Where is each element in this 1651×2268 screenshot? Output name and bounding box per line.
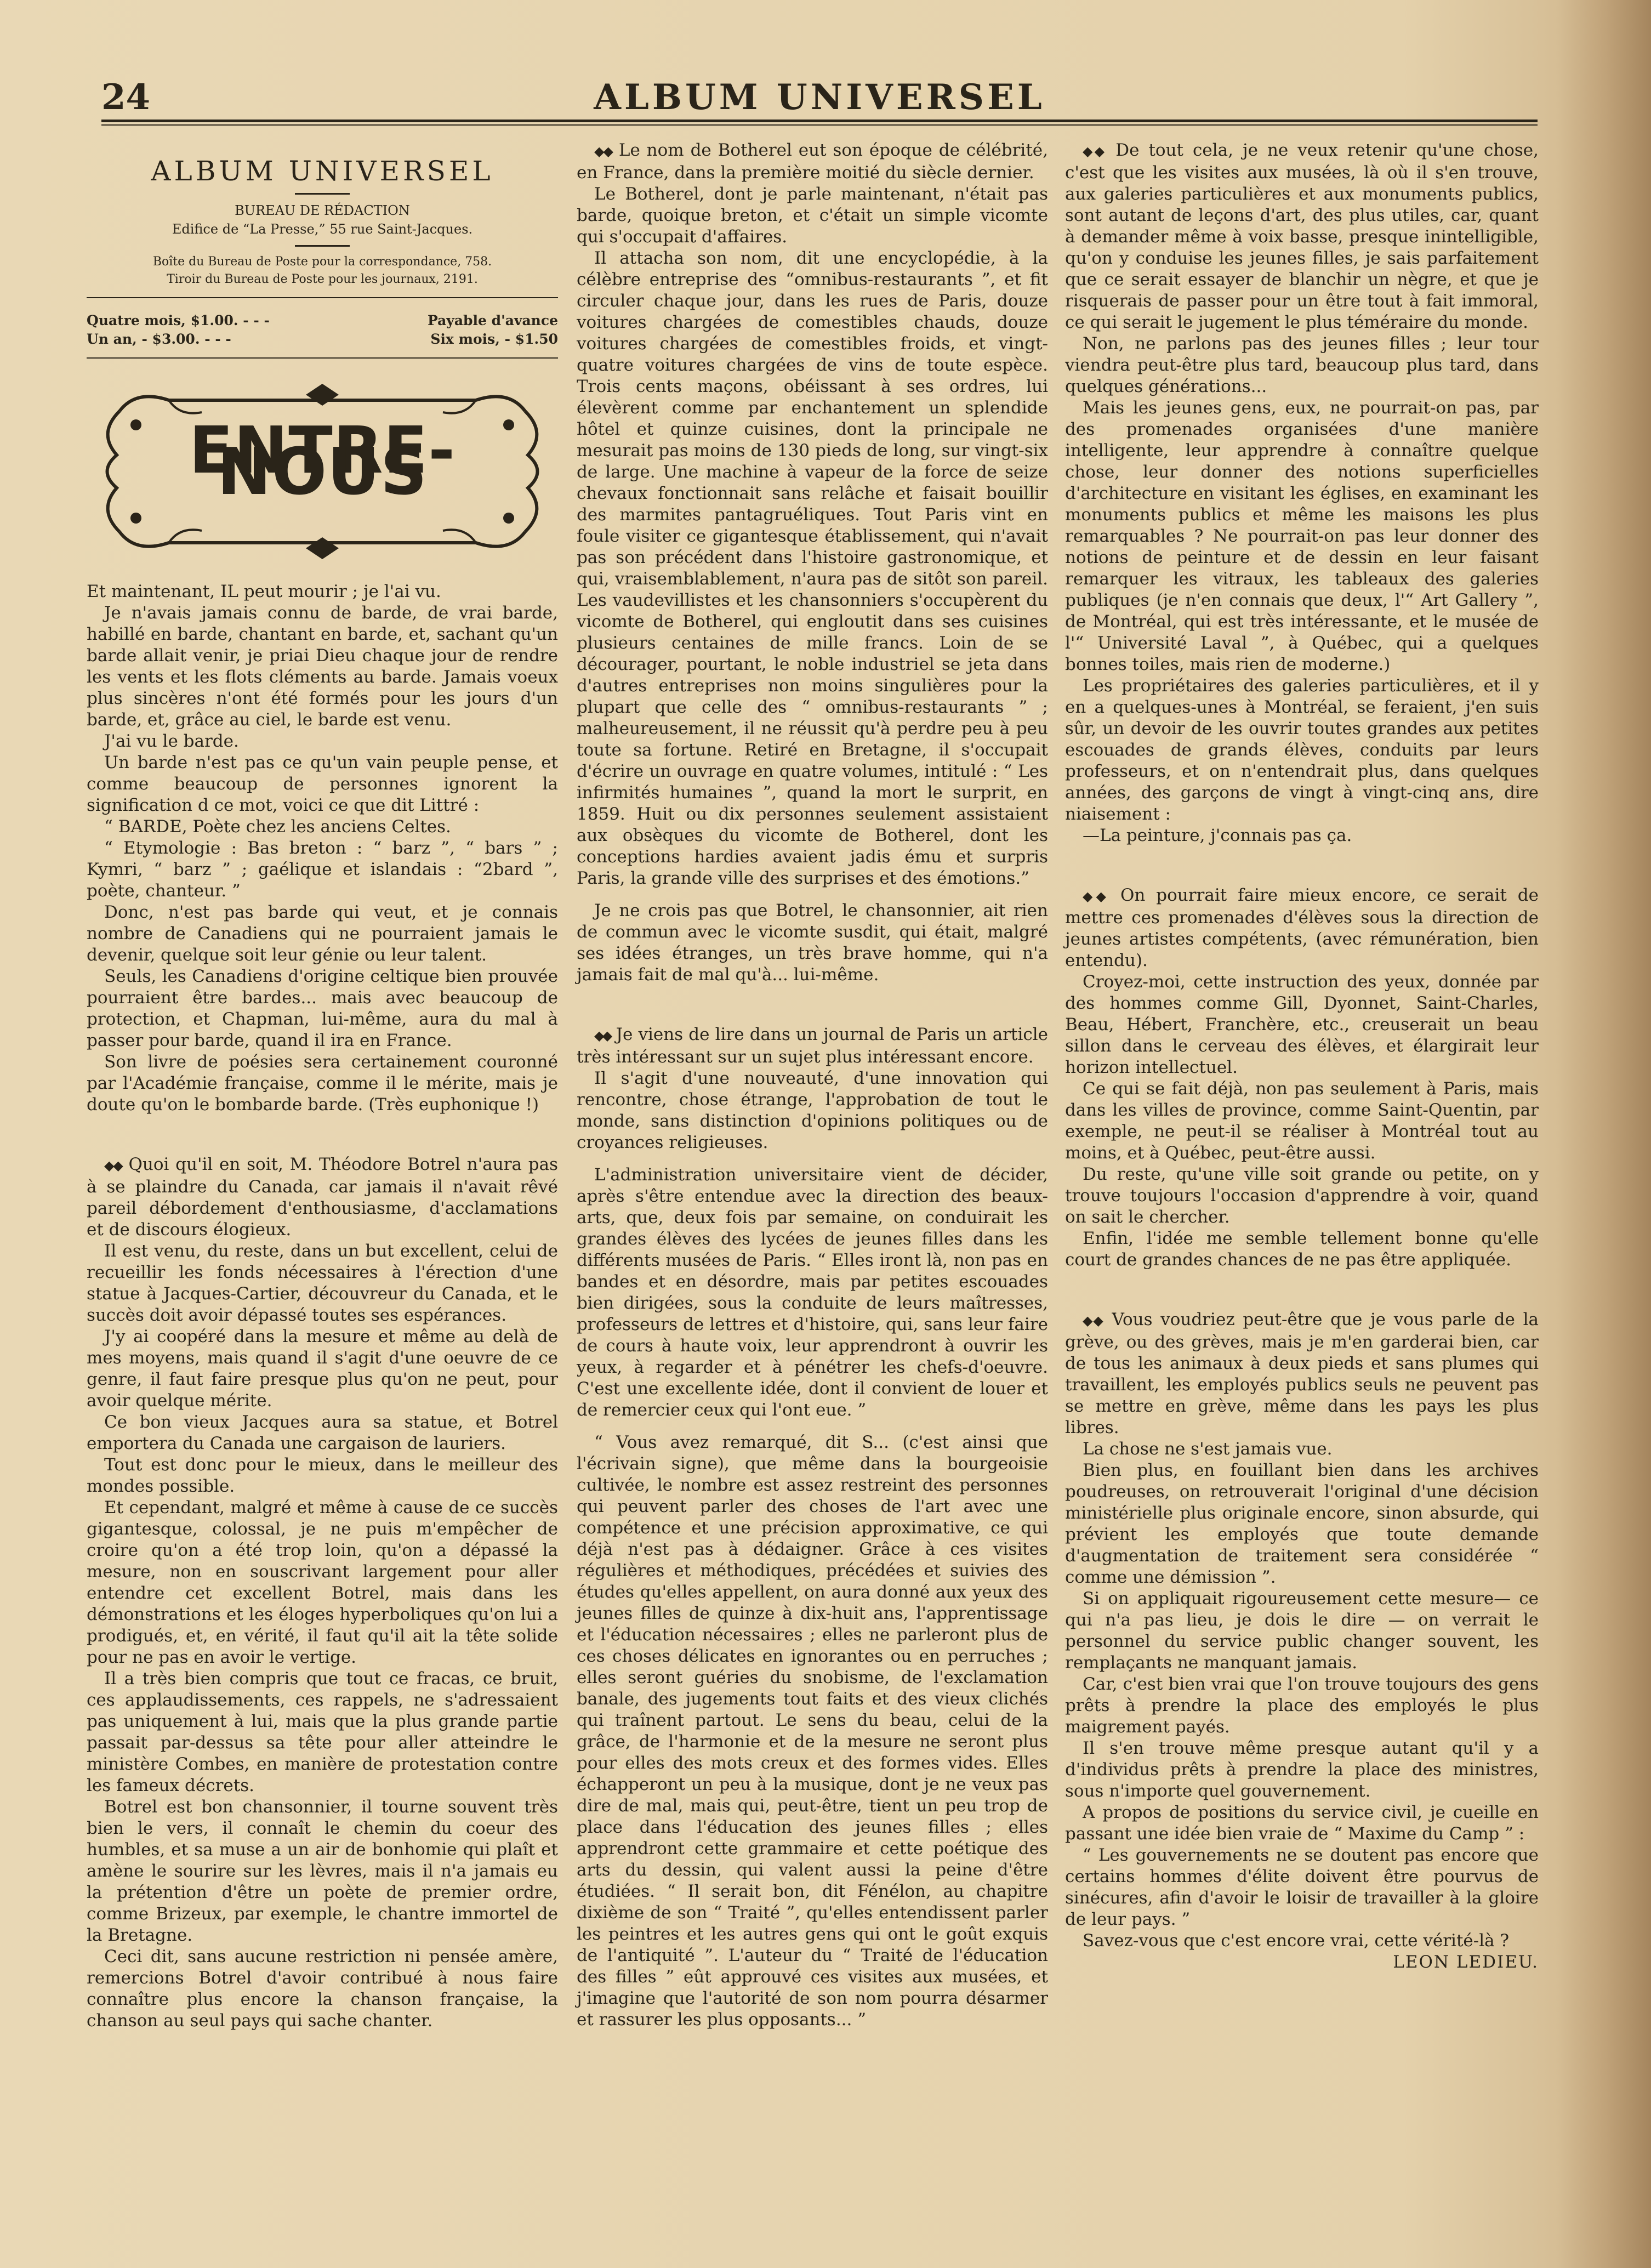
- col3-paragraph-13: Bien plus, en fouillant bien dans les archives poudreuses, on retrouverait l'original d'une décision ministérielle plus originale encore, sinon absurde, qui prévient les employés que toute demande d'augmentation de traitement sera considérée “ comme une démission ”.: [1065, 1460, 1539, 1587]
- ornament: ◆◆: [1083, 144, 1107, 159]
- col1-paragraph-17: Botrel est bon chansonnier, il tourne souvent très bien le vers, il connaît le chemin du coeur des humbles, et sa muse a un air de bonhomie qui plaît et amène le sourire sur les lèvres, mais il n'a jamais eu la prétention d'être un poète de premier ordre, comme Brizeux, par exemple, le chantre immortel de la Bretagne.: [87, 1797, 558, 1945]
- col1-paragraph-12: J'y ai coopéré dans la mesure et même au delà de mes moyens, mais quand il s'agit d'une oeuvre de ce genre, il faut faire presque plus qu'on ne peut, pour avoir quelque mérite.: [87, 1327, 558, 1411]
- col3-paragraph-12: La chose ne s'est jamais vue.: [1083, 1439, 1333, 1459]
- box-correspondence: Boîte du Bureau de Poste pour la correspondance, 758.: [152, 255, 492, 269]
- col2-paragraph-5-text: Je viens de lire dans un journal de Paris un article très intéressant sur un sujet plus intéressant encore.: [577, 1025, 1048, 1067]
- column-3: [1065, 140, 1539, 1973]
- col2-paragraph-8: “ Vous avez remarqué, dit S... (c'est ainsi que l'écrivain signe), que même dans la bourgeoisie cultivée, le nombre est assez restreint des personnes qui peuvent parler des choses de l'art avec une compétence et une précision approximative, ce qui déjà n'est pas à dédaigner. Grâce à ces visites régulières et méthodiques, précédées et suivies des études qu'elles appellent, on aura donné aux yeux des jeunes filles de quinze à dix-huit ans, l'apprentissage et l'éducation nécessaires ; elles ne parleront plus de ces choses délicates en ignorantes ou en perruches ; elles seront guéries du snobisme, de l'exclamation banale, des jugements tout faits et des vieux clichés qui traînent partout. Le sens du beau, celui de la grâce, de l'harmonie et de la mesure ne seront plus pour elles des mots creux et des formes vides. Elles échapperont un peu à la musique, dont je ne veux pas dire de mal, mais qui, peut-être, tient un peu trop de place dans l'éducation des jeunes filles ; elles apprendront cette grammaire et cette poétique des arts du dessin, qui valent aussi la peine d'être étudiées. “ Il serait bon, dit Fénélon, au chapitre dixième de son “ Traité ”, qu'elles entendissent parler les peintres et les autres gens qui ont le goût exquis de l'antiquité ”. L'auteur du “ Traité de l'éducation des filles ” eût approuvé ces visites aux musées, et j'imagine que l'autorité de son nom pourra désarmer et rassurer les plus opposants... ”: [577, 1433, 1048, 2030]
- running-head: [101, 77, 1538, 126]
- col3-paragraph-10: Enfin, l'idée me semble tellement bonne qu'elle court de grandes chances de ne pas être appliquée.: [1065, 1229, 1539, 1270]
- col3-paragraph-7: Croyez-moi, cette instruction des yeux, donnée par des hommes comme Gill, Dyonnet, Saint-Charles, Beau, Hébert, Franchère, etc., creuserait un beau sillon dans le cerveau des élèves, et élargirait leur horizon intellectuel.: [1065, 972, 1539, 1077]
- col1-paragraph-18: Ceci dit, sans aucune restriction ni pensée amère, remercions Botrel d'avoir contribué à nous faire connaître plus encore la chanson française, la chanson au seul pays qui sache chanter.: [87, 1947, 558, 2031]
- col1-paragraph-10: [87, 1154, 558, 1241]
- col1-paragraph-11: Il est venu, du reste, dans un but excellent, celui de recueillir les fonds nécessaires à l'érection d'une statue à Jacques-Cartier, découvreur du Canada, et le succès doit avoir dépassé toutes ses espérances.: [87, 1241, 558, 1325]
- col2-paragraph-1: [577, 140, 1048, 184]
- logo-text: ENTRE-NOUS: [189, 412, 456, 509]
- col3-paragraph-5: —La peinture, j'connais pas ça.: [1083, 826, 1352, 845]
- masthead-rule: [295, 193, 350, 195]
- ornament: ◆◆: [1083, 1313, 1104, 1328]
- author-signature: LEON LEDIEU.: [1393, 1952, 1539, 1972]
- col1-paragraph-3: J'ai vu le barde.: [104, 731, 239, 751]
- col3-paragraph-19: Savez-vous que c'est encore vrai, cette vérité-là ?: [1083, 1931, 1510, 1951]
- col1-paragraph-9: Son livre de poésies sera certainement couronné par l'Académie française, comme il le mérite, mais je doute qu'on le bombarde barde. (Très euphonique !): [87, 1052, 558, 1115]
- col1-paragraph-6: “ Etymologie : Bas breton : “ barz ”, “ bars ” ; Kymri, “ barz ” ; gaélique et islandais : “2bard ”, poète, chanteur. ”: [87, 838, 558, 901]
- header-rule: [101, 120, 1538, 126]
- col1-paragraph-14: Tout est donc pour le mieux, dans le meilleur des mondes possible.: [87, 1455, 558, 1496]
- ornament: ◆◆: [594, 1028, 611, 1043]
- subs-rule: [87, 357, 558, 359]
- col1-paragraph-13: Ce bon vieux Jacques aura sa statue, et Botrel emportera du Canada une cargaison de lauriers.: [87, 1412, 558, 1453]
- col3-paragraph-6-text: On pourrait faire mieux encore, ce serait de mettre ces promenades d'élèves sous la direction de jeunes artistes compétents, (avec rémunération, bien entendu).: [1065, 885, 1539, 970]
- col3-paragraph-1: [1065, 140, 1539, 333]
- col2-paragraph-4: Je ne crois pas que Botrel, le chansonnier, ait rien de commun avec le vicomte susdit, qui était, malgré ses idées étranges, un très brave homme, qui n'a jamais fait de mal qu'à... lui-même.: [577, 901, 1048, 985]
- subscription-rates: [87, 311, 558, 349]
- col3-paragraph-1-text: De tout cela, je ne veux retenir qu'une chose, c'est que les visites aux musées, là où il s'en trouve, aux galeries particulières et aux monuments publics, sont autant de leçons d'art, des plus utiles, car, quant à demander même à voix basse, presque inintelligible, qu'on y conduise les jeunes filles, je sais parfaitement que ce serait essayer de blanchir un nègre, et que je risquerais de passer pour un être tout à fait immoral, ce qui serait le jugement le plus téméraire du monde.: [1065, 140, 1539, 332]
- subs-six-months: Six mois, - $1.50: [430, 331, 558, 347]
- col2-paragraph-6: Il s'agit d'une nouveauté, d'une innovation qui rencontre, chose étrange, l'approbation de tout le monde, sans distinction d'opinions politiques ou de croyances religieuses.: [577, 1068, 1048, 1152]
- col3-paragraph-3: Mais les jeunes gens, eux, ne pourrait-on pas, par des promenades organisées d'une manière intelligente, leur apprendre à connaître quelque chose, leur donner des notions superficielles d'architecture en visitant les églises, en examinant les monuments publics et même les maisons les plus remarquables ? Ne pourrait-on pas leur donner des notions de peinture et de dessin en leur faisant remarquer les vitraux, les tableaux des galeries publiques (je n'en connais que deux, l'“ Art Gallery ”, de Montréal, qui est très intéressante, et le musée de l'“ Université Laval ”, à Québec, qui a quelques bonnes toiles, mais rien de moderne.): [1065, 398, 1539, 674]
- col1-paragraph-1: Et maintenant, IL peut mourir ; je l'ai vu.: [87, 582, 441, 601]
- col1-paragraph-5: “ BARDE, Poète chez les anciens Celtes.: [104, 817, 451, 837]
- column-2: [577, 140, 1048, 2031]
- col3-paragraph-17: A propos de positions du service civil, je cueille en passant une idée bien vraie de “ Maxime du Camp ” :: [1065, 1803, 1539, 1844]
- col1-paragraph-10-text: Quoi qu'il en soit, M. Théodore Botrel n'aura pas à se plaindre du Canada, car jamais il n'avait rêvé pareil débordement d'enthousiasme, d'acclamations et de discours élogieux.: [87, 1155, 558, 1240]
- entre-nous-logo: [87, 378, 558, 565]
- col1-paragraph-2: Je n'avais jamais connu de barde, de vrai barde, habillé en barde, chantant en barde, et, sachant qu'un barde allait venir, je priai Dieu chaque jour de rendre les vents et les flots cléments au barde. Jamais voeux plus sincères n'ont été formés pour les jours d'un barde, et, grâce au ciel, le barde est venu.: [87, 603, 558, 730]
- column-1: [87, 140, 558, 2032]
- office-label: BUREAU DE RÉDACTION: [235, 203, 410, 218]
- ornament: ◆◆: [1083, 889, 1110, 904]
- col2-paragraph-1-text: Le nom de Botherel eut son époque de célébrité, en France, dans la première moitié du siècle dernier.: [577, 140, 1049, 183]
- col2-paragraph-5: [577, 1024, 1048, 1068]
- box-newspapers: Tiroir du Bureau de Poste pour les journaux, 2191.: [167, 272, 478, 286]
- col3-paragraph-11: [1065, 1309, 1539, 1439]
- masthead-long-rule: [87, 297, 558, 298]
- subs-four-months: Quatre mois, $1.00. - - -: [87, 312, 270, 328]
- page-number: 24: [101, 77, 151, 118]
- subs-payable: Payable d'avance: [427, 312, 558, 328]
- col3-paragraph-6: [1065, 885, 1539, 971]
- col3-paragraph-11-text: Vous voudriez peut-être que je vous parle de la grève, ou des grèves, mais je m'en garderai bien, car de tous les animaux à deux pieds et sans plumes qui travaillent, les employés publics seuls ne peuvent pas se mettre en grève, même dans les pays les plus libres.: [1065, 1310, 1539, 1437]
- subs-one-year: Un an, - $3.00. - - -: [87, 331, 231, 347]
- col3-paragraph-9: Du reste, qu'une ville soit grande ou petite, on y trouve toujours l'occasion d'apprendre à voir, quand on sait le chercher.: [1065, 1164, 1539, 1227]
- masthead-title: ALBUM UNIVERSEL: [151, 155, 494, 187]
- col2-paragraph-3: Il attacha son nom, dit une encyclopédie, à la célèbre entreprise des “omnibus-restaurants ”, et fit circuler chaque jour, dans les rues de Paris, douze voitures chargées de comestibles chauds, douze voitures chargées de comestibles froids, et vingt-quatre voitures chargées de vins de toute espèce. Trois cents maçons, obéissant à ses ordres, lui élevèrent comme par enchantement un splendide hôtel et quinze cuisines, dont la principale ne mesurait pas moins de 130 pieds de long, sur vingt-six de large. Une machine à vapeur de la force de seize chevaux fonctionnait sans relâche et faisait bouillir des marmites pantagruéliques. Tout Paris vint en foule visiter ce gigantesque établissement, qui n'avait pas son précédent dans l'histoire gastronomique, et qui, vraisemblablement, n'aura pas de sitôt son pareil. Les vaudevillistes et les chansonniers s'occupèrent du vicomte de Botherel, qui engloutit dans ses cuisines plusieurs centaines de mille francs. Loin de se décourager, pourtant, le noble industriel se jeta dans d'autres entreprises non moins singulières pour la plupart que celle des “ omnibus-restaurants ” ; malheureusement, il ne réussit qu'à perdre peu à peu toute sa fortune. Retiré en Bretagne, il s'occupait d'écrire un ouvrage en quatre volumes, intitulé : “ Les infirmités humaines ”, quand la mort le surprit, en 1859. Huit ou dix personnes seulement assistaient aux obsèques du vicomte de Botherel, dont les conceptions hardies avaient jadis ému et surpris Paris, la grande ville des surprises et des émotions.”: [577, 248, 1048, 888]
- running-title: ALBUM UNIVERSEL: [594, 77, 1045, 118]
- col3-paragraph-14: Si on appliquait rigoureusement cette mesure— ce qui n'a pas lieu, je dois le dire — on verrait le personnel du service public changer souvent, les remplaçants ne manquant jamais.: [1065, 1589, 1539, 1673]
- col1-paragraph-4: Un barde n'est pas ce qu'un vain peuple pense, et comme beaucoup de personnes ignorent la signification d ce mot, voici ce que dit Littré :: [87, 753, 558, 815]
- ornament: ◆◆: [594, 144, 612, 159]
- col3-paragraph-15: Car, c'est bien vrai que l'on trouve toujours des gens prêts à prendre la place des employés le plus maigrement payés.: [1065, 1674, 1539, 1737]
- col1-paragraph-16: Il a très bien compris que tout ce fracas, ce bruit, ces applaudissements, ces rappels, ne s'adressaient pas uniquement à lui, mais que la plus grande partie passait par-dessus sa tête pour aller atteindre le ministère Combes, en manière de protestation contre les fameux décrets.: [87, 1669, 558, 1795]
- page-fold-shadow: [1558, 0, 1651, 2268]
- col3-paragraph-18: “ Les gouvernements ne se doutent pas encore que certains hommes d'élite doivent être pourvus de sinécures, afin d'avoir le loisir de travailler à la gloire de leur pays. ”: [1065, 1845, 1539, 1929]
- col3-paragraph-16: Il s'en trouve même presque autant qu'il y a d'individus prêts à prendre la place des ministres, sous n'importe quel gouvernement.: [1065, 1738, 1539, 1801]
- office-address: Edifice de “La Presse,” 55 rue Saint-Jacques.: [172, 221, 473, 237]
- col3-paragraph-8: Ce qui se fait déjà, non pas seulement à Paris, mais dans les villes de province, comme Saint-Quentin, par exemple, ne peut-il se réaliser à Montréal tout au moins, et à Québec, peut-être aussi.: [1065, 1079, 1539, 1163]
- col3-paragraph-4: Les propriétaires des galeries particulières, et il y en a quelques-unes à Montréal, se feraient, j'en suis sûr, un devoir de les ouvrir toutes grandes aux petites escouades de grands élèves, conduits par leurs professeurs, et on n'entendrait plus, dans quelques années, des garçons de vingt à vingt-cinq ans, dire niaisement :: [1065, 676, 1539, 824]
- col1-paragraph-8: Seuls, les Canadiens d'origine celtique bien prouvée pourraient être bardes... mais avec beaucoup de protection, et Chapman, lui-même, aura du mal à passer pour barde, quand il ira en France.: [87, 967, 558, 1050]
- col3-paragraph-2: Non, ne parlons pas des jeunes filles ; leur tour viendra peut-être plus tard, beaucoup plus tard, dans quelques générations...: [1065, 334, 1539, 396]
- col1-paragraph-15: Et cependant, malgré et même à cause de ce succès gigantesque, colossal, je ne puis m'empêcher de croire qu'on a été trop loin, qu'on a dépassé la mesure, non en souscrivant largement pour aller entendre cet excellent Botrel, mais dans les démonstrations et les éloges hyperboliques qu'on lui a prodigués, et, en vérité, il faut qu'il ait la tête solide pour ne pas en avoir le vertige.: [87, 1498, 558, 1667]
- col2-paragraph-2: Le Botherel, dont je parle maintenant, n'était pas barde, quoique breton, et c'était un simple vicomte qui s'occupait d'affaires.: [577, 184, 1048, 247]
- col2-paragraph-7: L'administration universitaire vient de décider, après s'être entendue avec la direction des beaux-arts, que, deux fois par semaine, on conduirait les grandes élèves des lycées de jeunes filles dans les différents musées de Paris. “ Elles iront là, non pas en bandes et en désordre, mais par petites escouades bien dirigées, sous la conduite de leurs maîtresses, professeurs de lettres et d'histoire, qui, sans leur faire de cours à haute voix, leur apprendront à ouvrir les yeux, à regarder et à pénétrer les chefs-d'oeuvre. C'est une excellente idée, dont il convient de louer et de remercier ceux qui l'ont eue. ”: [577, 1165, 1048, 1420]
- ornament: ◆◆: [104, 1158, 122, 1173]
- masthead-rule-2: [295, 245, 350, 247]
- col1-paragraph-7: Donc, n'est pas barde qui veut, et je connais nombre de Canadiens qui ne pourraient jamais le devenir, quelque soit leur génie ou leur talent.: [87, 902, 558, 965]
